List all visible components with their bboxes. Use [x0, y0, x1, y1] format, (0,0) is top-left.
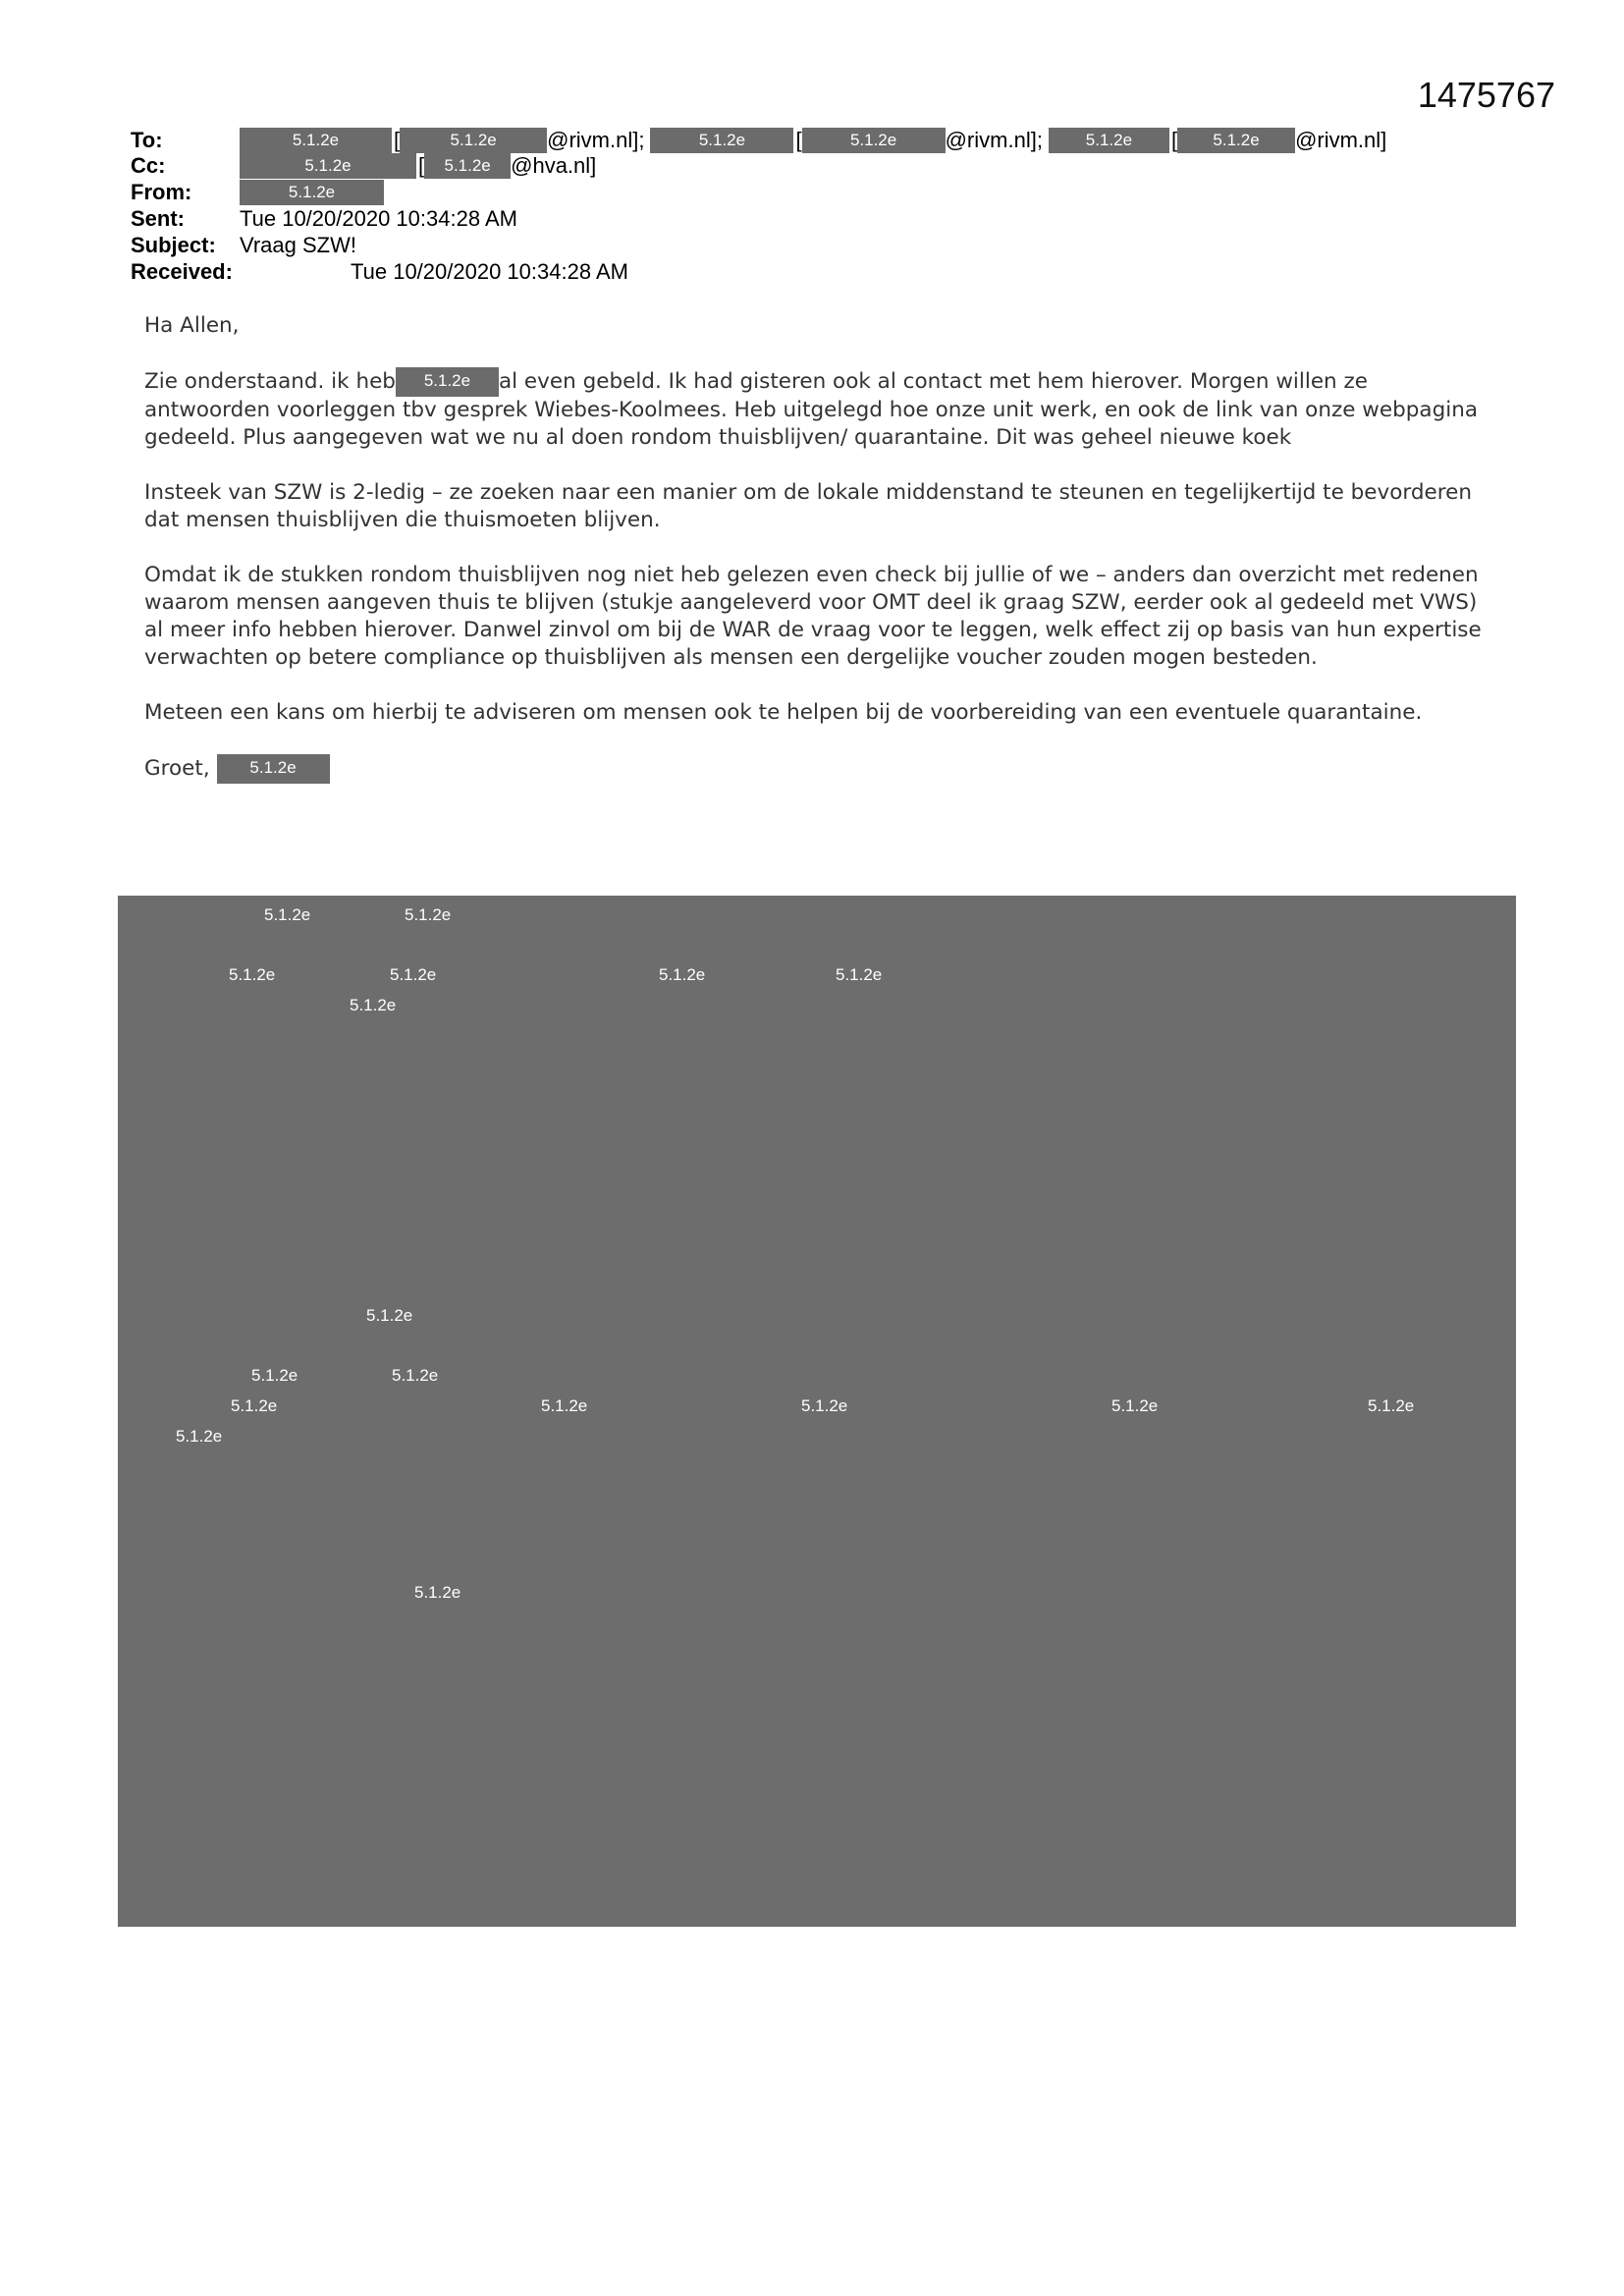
to-domain-2: @rivm.nl]; — [945, 128, 1043, 152]
redaction: 5.1.2e — [217, 754, 330, 784]
redaction-label: 5.1.2e — [836, 965, 883, 984]
subject-label: Subject: — [131, 233, 216, 257]
redaction-label: 5.1.2e — [229, 965, 276, 984]
redaction-label: 5.1.2e — [176, 1427, 223, 1446]
redaction: 5.1.2e — [400, 128, 547, 153]
redaction: 5.1.2e — [650, 128, 793, 153]
cc-value — [240, 153, 596, 179]
redacted-block — [118, 896, 1516, 1927]
redaction-label: 5.1.2e — [251, 1366, 298, 1385]
redaction: 5.1.2e — [240, 128, 392, 153]
to-value — [240, 128, 1386, 153]
redaction-label: 5.1.2e — [366, 1306, 413, 1325]
to-label: To: — [131, 128, 163, 152]
redaction: 5.1.2e — [1049, 128, 1169, 153]
paragraph: Meteen een kans om hierbij te adviseren om mensen ook te helpen bij de voorbereiding van een eventuele quarantaine. — [144, 700, 1423, 725]
document-number: 1475767 — [1417, 75, 1555, 115]
closing-text: Groet, — [144, 756, 210, 781]
redaction-label: 5.1.2e — [541, 1396, 588, 1415]
closing — [144, 754, 1499, 784]
email-body — [144, 312, 1499, 811]
redaction: 5.1.2e — [424, 153, 511, 179]
redaction-label: 5.1.2e — [414, 1583, 461, 1602]
bracket: [ — [418, 153, 425, 178]
redaction-label: 5.1.2e — [350, 996, 397, 1014]
subject-value: Vraag SZW! — [240, 233, 356, 257]
sent-label: Sent: — [131, 206, 185, 231]
redaction-label: 5.1.2e — [1368, 1396, 1415, 1415]
redaction: 5.1.2e — [1177, 128, 1295, 153]
received-value: Tue 10/20/2020 10:34:28 AM — [351, 259, 628, 284]
from-value — [240, 180, 384, 205]
redaction: 5.1.2e — [240, 180, 384, 205]
redaction-label: 5.1.2e — [405, 905, 452, 924]
redaction-label: 5.1.2e — [801, 1396, 848, 1415]
redaction: 5.1.2e — [802, 128, 946, 153]
redaction: 5.1.2e — [396, 367, 499, 397]
from-label: From: — [131, 180, 192, 204]
paragraph: Omdat ik de stukken rondom thuisblijven nog niet heb gelezen even check bij jullie of we – anders dan overzicht met redenen waarom mensen aangeven thuis te blijven (stukje aangeleverd voor OMT deel ik graag SZW, eerder ook al gedeeld met VWS) al meer info hebben hierover. Danwel zinvol om bij de WAR de vraag voor te leggen, welk effect zij op basis van hun expertise verwachten op betere compliance op thuisblijven als mensen een dergelijke voucher zouden mogen besteden. — [144, 563, 1482, 670]
redaction-label: 5.1.2e — [264, 905, 311, 924]
redaction-label: 5.1.2e — [1111, 1396, 1159, 1415]
paragraph-text: Zie onderstaand. ik heb — [144, 369, 396, 394]
to-domain-1: @rivm.nl]; — [547, 128, 645, 152]
paragraph — [144, 367, 1499, 452]
greeting: Ha Allen, — [144, 313, 240, 338]
redaction-label: 5.1.2e — [231, 1396, 278, 1415]
bracket: [ — [1170, 128, 1178, 152]
to-domain-3: @rivm.nl] — [1295, 128, 1387, 152]
received-label: Received: — [131, 259, 233, 284]
paragraph-text: al even gebeld. Ik had gisteren ook al contact met hem hierover. Morgen willen ze antwoorden voorleggen tbv gesprek Wiebes-Koolmees. Heb uitgelegd hoe onze unit werk, en ook de link van onze webpagina gedeeld. Plus aangegeven wat we nu al doen rondom thuisblijven/ quarantaine. Dit was geheel nieuwe koek — [144, 369, 1478, 450]
sent-value: Tue 10/20/2020 10:34:28 AM — [240, 206, 517, 231]
cc-label: Cc: — [131, 153, 166, 178]
redaction-label: 5.1.2e — [659, 965, 706, 984]
cc-domain: @hva.nl] — [511, 153, 597, 178]
bracket: [ — [795, 128, 802, 152]
redaction: 5.1.2e — [240, 153, 416, 179]
redaction-label: 5.1.2e — [392, 1366, 439, 1385]
redaction-label: 5.1.2e — [390, 965, 437, 984]
bracket: [ — [394, 128, 401, 152]
paragraph: Insteek van SZW is 2-ledig – ze zoeken naar een manier om de lokale middenstand te steunen en tegelijkertijd te bevorderen dat mensen thuisblijven die thuismoeten blijven. — [144, 480, 1472, 532]
